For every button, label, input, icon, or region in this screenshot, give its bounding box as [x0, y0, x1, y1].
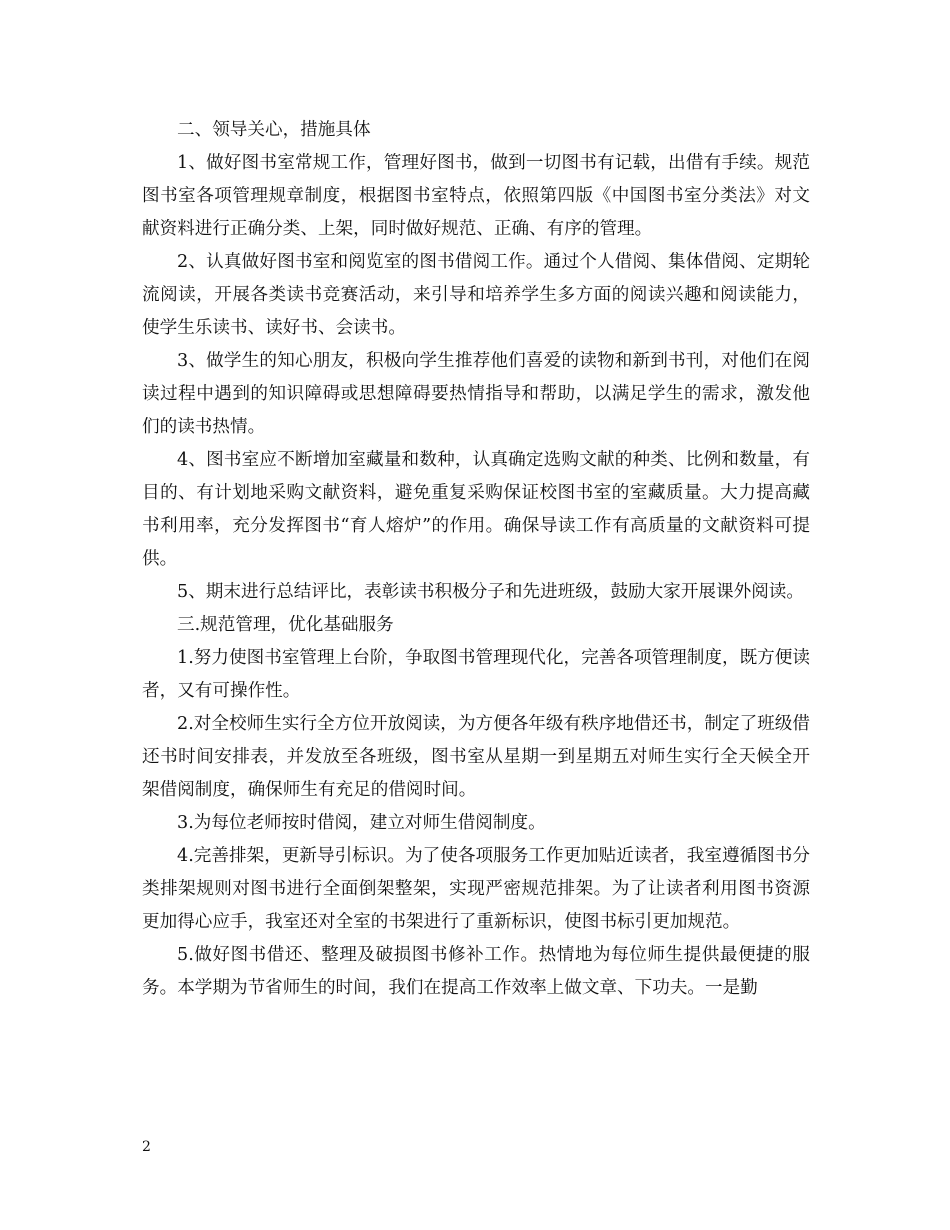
section-heading-2: 二、领导关心，措施具体	[177, 120, 371, 140]
paragraph: 1、做好图书室常规工作，管理好图书，做到一切图书有记载，出借有手续。规范图书室各项管理规章制度，根据图书室特点，依照第四版《中国图书室分类法》对文献资料进行正确分类、上架，同时做好规范、正确、有序的管理。	[142, 153, 810, 239]
paragraph: 5.做好图书借还、整理及破损图书修补工作。热情地为每位师生提供最便捷的服务。本学期为节省师生的时间，我们在提高工作效率上做文章、下功夫。一是勤	[142, 945, 810, 998]
document-body	[142, 114, 810, 1005]
page-number: 2	[142, 1139, 151, 1155]
paragraph: 1.努力使图书室管理上台阶，争取图书管理现代化，完善各项管理制度，既方便读者，又有可操作性。	[142, 648, 810, 701]
paragraph: 4、图书室应不断增加室藏量和数种，认真确定选购文献的种类、比例和数量，有目的、有计划地采购文献资料，避免重复采购保证校图书室的室藏质量。大力提高藏书利用率，充分发挥图书“育人熔炉”的作用。确保导读工作有高质量的文献资料可提供。	[142, 450, 810, 569]
paragraph: 2.对全校师生实行全方位开放阅读，为方便各年级有秩序地借还书，制定了班级借还书时间安排表，并发放至各班级，图书室从星期一到星期五对师生实行全天候全开架借阅制度，确保师生有充足的借阅时间。	[142, 714, 810, 800]
paragraph: 4.完善排架，更新导引标识。为了使各项服务工作更加贴近读者，我室遵循图书分类排架规则对图书进行全面倒架整架，实现严密规范排架。为了让读者利用图书资源更加得心应手，我室还对全室的书架进行了重新标识，使图书标引更加规范。	[142, 846, 810, 932]
paragraph: 3、做学生的知心朋友，积极向学生推荐他们喜爱的读物和新到书刊，对他们在阅读过程中遇到的知识障碍或思想障碍要热情指导和帮助，以满足学生的需求，激发他们的读书热情。	[142, 351, 810, 437]
paragraph: 5、期末进行总结评比，表彰读书积极分子和先进班级，鼓励大家开展课外阅读。	[177, 582, 804, 602]
paragraph: 3.为每位老师按时借阅，建立对师生借阅制度。	[177, 813, 546, 833]
paragraph: 2、认真做好图书室和阅览室的图书借阅工作。通过个人借阅、集体借阅、定期轮流阅读，开展各类读书竞赛活动，来引导和培养学生多方面的阅读兴趣和阅读能力，使学生乐读书、读好书、会读书。	[142, 252, 810, 338]
section-heading-3: 三.规范管理，优化基础服务	[177, 615, 394, 635]
